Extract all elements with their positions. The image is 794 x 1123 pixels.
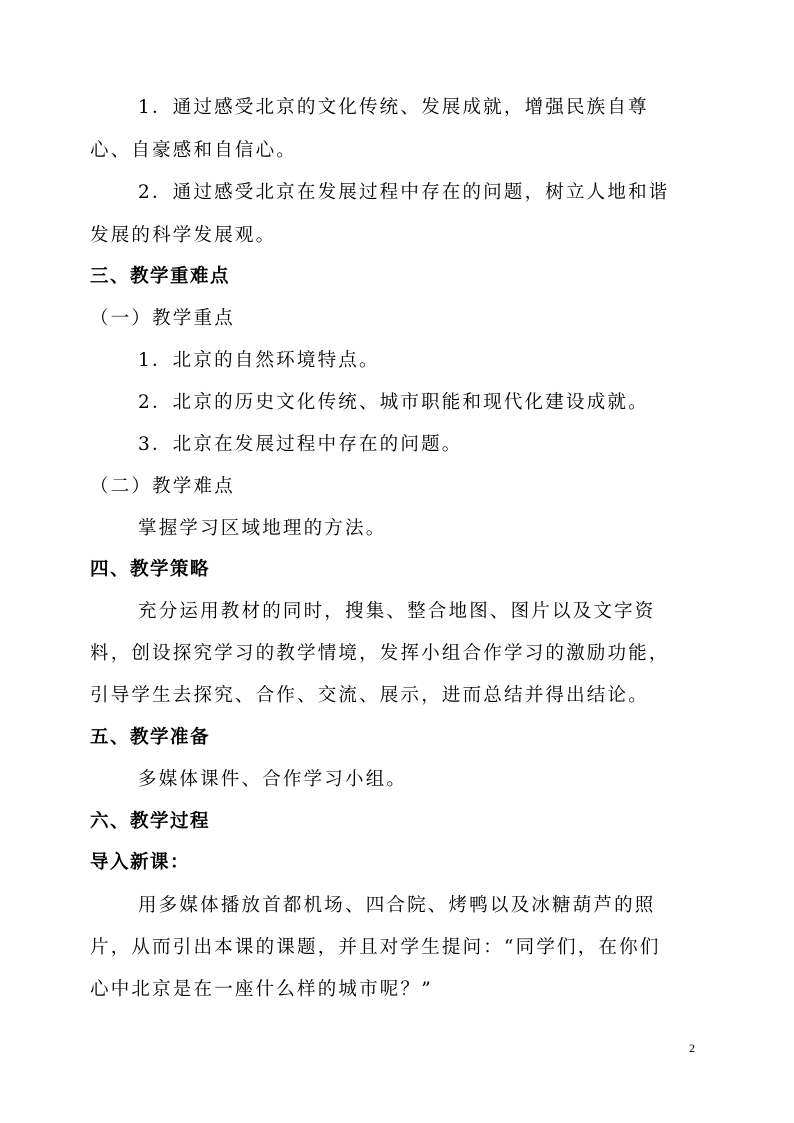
intro-line-1: 用多媒体播放首都机场、四合院、烤鸭以及冰糖葫芦的照 (138, 895, 656, 916)
objective-1-line-2: 心、自豪感和自信心。 (90, 140, 298, 161)
objective-1-line-1: 1．通过感受北京的文化传统、发展成就，增强民族自尊 (138, 97, 649, 118)
difficulty-text: 掌握学习区域地理的方法。 (138, 518, 387, 539)
page-number: 2 (689, 1041, 695, 1055)
section-4-heading: 四、教学策略 (90, 559, 211, 580)
section-3-heading: 三、教学重难点 (90, 266, 231, 287)
intro-line-2: 片，从而引出本课的课题，并且对学生提问：“同学们，在你们 (90, 937, 661, 958)
objective-2-line-1: 2．通过感受北京在发展过程中存在的问题，树立人地和谐 (138, 182, 670, 203)
strategy-line-2: 料，创设探究学习的教学情境，发挥小组合作学习的激励功能， (90, 643, 670, 664)
key-point-2: 2．北京的历史文化传统、城市职能和现代化建设成就。 (138, 392, 649, 413)
intro-subheading: 导入新课： (90, 852, 191, 873)
strategy-line-1: 充分运用教材的同时，搜集、整合地图、图片以及文字资 (138, 601, 656, 622)
key-point-1: 1．北京的自然环境特点。 (138, 350, 380, 371)
key-points-subheading: （一）教学重点 (90, 308, 235, 329)
key-point-3: 3．北京在发展过程中存在的问题。 (138, 434, 463, 455)
strategy-line-3: 引导学生去探究、合作、交流、展示，进而总结并得出结论。 (90, 685, 649, 706)
section-5-heading: 五、教学准备 (90, 727, 211, 748)
section-6-heading: 六、教学过程 (90, 811, 211, 832)
intro-line-3: 心中北京是在一座什么样的城市呢？” (90, 979, 433, 1000)
preparation-text: 多媒体课件、合作学习小组。 (138, 769, 408, 790)
objective-2-line-2: 发展的科学发展观。 (90, 225, 277, 246)
difficulty-subheading: （二）教学难点 (90, 476, 235, 497)
